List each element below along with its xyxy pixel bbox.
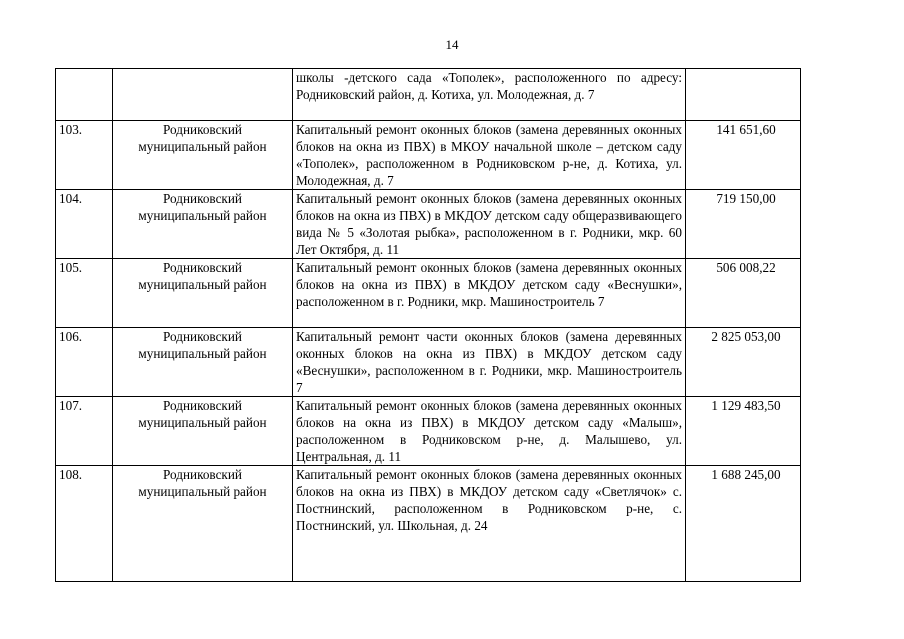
cell-description: Капитальный ремонт оконных блоков (замена деревянных оконных блоков на окна из ПВХ) в МКОУ начальной школе – детском саду «Тополек», расположенном в Родниковском р-не, д. Котиха, ул. Молодежная, д. 7: [293, 121, 686, 190]
cell-description: Капитальный ремонт оконных блоков (замена деревянных оконных блоков на окна из ПВХ) в МКДОУ детском саду «Светлячок» с. Постнинский, расположенном в Родниковском р-не, с. Постнинский, ул. Школьная, д. 24: [293, 466, 686, 582]
table-row: [56, 466, 801, 582]
cell-num: 103.: [56, 121, 113, 190]
table-row: [56, 328, 801, 397]
cell-description: Капитальный ремонт оконных блоков (замена деревянных оконных блоков на окна из ПВХ) в МКДОУ детском саду общеразвивающего вида № 5 «Золотая рыбка», расположенном в г. Родники, мкр. 60 Лет Октября, д. 11: [293, 190, 686, 259]
amount-value: 506 008,22: [716, 260, 776, 275]
cell-municipality: Родниковский муниципальный район: [113, 121, 293, 190]
cell-municipality: Родниковский муниципальный район: [113, 466, 293, 582]
cell-amount: [686, 190, 801, 259]
amount-value: 141 651,60: [716, 122, 776, 137]
table-row: [56, 259, 801, 328]
cell-amount: [686, 259, 801, 328]
cell-amount: [686, 328, 801, 397]
funding-table: [55, 68, 801, 582]
cell-description: школы -детского сада «Тополек», расположенного по адресу: Родниковский район, д. Котиха, ул. Молодежная, д. 7: [293, 69, 686, 121]
cell-amount: [686, 397, 801, 466]
cell-num: 105.: [56, 259, 113, 328]
cell-num: 108.: [56, 466, 113, 582]
page-number: 14: [445, 37, 459, 52]
cell-municipality-empty: [113, 69, 293, 121]
cell-num: 104.: [56, 190, 113, 259]
cell-num: 107.: [56, 397, 113, 466]
cell-amount: [686, 121, 801, 190]
cell-municipality: Родниковский муниципальный район: [113, 259, 293, 328]
cell-municipality: Родниковский муниципальный район: [113, 397, 293, 466]
cell-amount: [686, 466, 801, 582]
amount-value: 1 688 245,00: [711, 467, 781, 482]
cell-num-empty: [56, 69, 113, 121]
cell-description: Капитальный ремонт части оконных блоков (замена деревянных оконных блоков на окна из ПВХ) в МКДОУ детском саду «Веснушки», расположенном в г. Родники, мкр. Машиностроитель 7: [293, 328, 686, 397]
table-row: [56, 121, 801, 190]
amount-value: 2 825 053,00: [711, 329, 781, 344]
table-row: [56, 190, 801, 259]
cell-municipality: Родниковский муниципальный район: [113, 328, 293, 397]
cell-num: 106.: [56, 328, 113, 397]
table-row: [56, 397, 801, 466]
cell-description: Капитальный ремонт оконных блоков (замена деревянных оконных блоков на окна из ПВХ) в МКДОУ детском саду «Веснушки», расположенном в г. Родники, мкр. Машиностроитель 7: [293, 259, 686, 328]
cell-municipality: Родниковский муниципальный район: [113, 190, 293, 259]
cell-description: Капитальный ремонт оконных блоков (замена деревянных оконных блоков на окна из ПВХ) в МКДОУ детском саду «Малыш», расположенном в Родниковском р-не, д. Малышево, ул. Центральная, д. 11: [293, 397, 686, 466]
amount-value: 1 129 483,50: [711, 398, 781, 413]
table-row-continuation: [56, 69, 801, 121]
cell-amount-empty: [686, 69, 801, 121]
amount-value: 719 150,00: [716, 191, 776, 206]
